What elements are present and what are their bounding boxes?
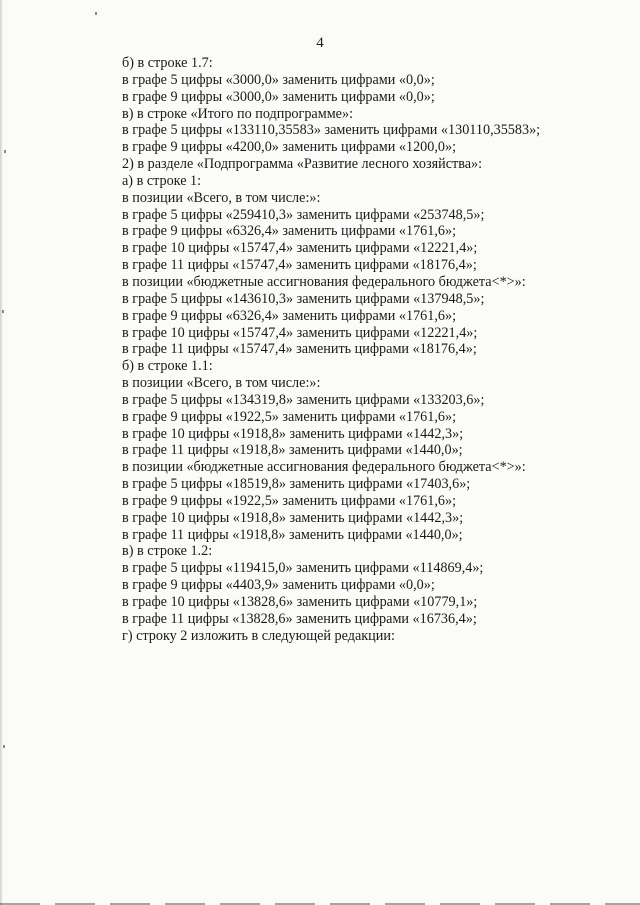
text-line: в графе 9 цифры «1922,5» заменить цифрами «1761,6»; bbox=[122, 492, 457, 509]
scan-mark bbox=[2, 310, 4, 313]
text-line: б) в строке 1.7: bbox=[122, 55, 213, 71]
text-line: а) в строке 1: bbox=[122, 172, 202, 189]
text-line: в графе 5 цифры «18519,8» заменить цифрами «17403,6»; bbox=[122, 476, 471, 493]
text-line: в графе 10 цифры «15747,4» заменить цифрами «12221,4»; bbox=[122, 324, 478, 341]
text-line: в графе 5 цифры «259410,3» заменить цифрами «253748,5»; bbox=[122, 206, 485, 223]
text-line: в графе 10 цифры «1918,8» заменить цифрами «1442,3»; bbox=[122, 509, 464, 526]
text-line: в графе 9 цифры «6326,4» заменить цифрами «1761,6»; bbox=[122, 307, 457, 324]
text-line: в графе 9 цифры «4200,0» заменить цифрами «1200,0»; bbox=[122, 139, 457, 156]
text-line: в) в строке «Итого по подпрограмме»: bbox=[122, 105, 354, 122]
text-line: в графе 11 цифры «1918,8» заменить цифрами «1440,0»; bbox=[122, 526, 463, 543]
text-line: в графе 10 цифры «15747,4» заменить цифрами «12221,4»; bbox=[122, 240, 478, 257]
text-line: в позиции «бюджетные ассигнования федерального бюджета<*>»: bbox=[122, 459, 526, 476]
text-line: в графе 5 цифры «143610,3» заменить цифрами «137948,5»; bbox=[122, 290, 485, 307]
text-line: в графе 10 цифры «1918,8» заменить цифрами «1442,3»; bbox=[122, 425, 464, 442]
text-line: в графе 9 цифры «6326,4» заменить цифрами «1761,6»; bbox=[122, 223, 457, 240]
text-line: в графе 5 цифры «134319,8» заменить цифрами «133203,6»; bbox=[122, 391, 485, 408]
text-line: в графе 11 цифры «15747,4» заменить цифрами «18176,4»; bbox=[122, 257, 477, 274]
scan-mark bbox=[95, 12, 97, 15]
text-line: в) в строке 1.2: bbox=[122, 543, 213, 560]
text-line: в графе 11 цифры «13828,6» заменить цифрами «16736,4»; bbox=[122, 610, 477, 627]
text-line: в графе 11 цифры «1918,8» заменить цифрами «1440,0»; bbox=[122, 442, 463, 459]
text-line: в позиции «бюджетные ассигнования федерального бюджета<*>»: bbox=[122, 273, 526, 290]
scan-mark bbox=[4, 150, 6, 153]
text-line: в графе 5 цифры «119415,0» заменить цифрами «114869,4»; bbox=[122, 560, 484, 577]
text-line: в графе 5 цифры «133110,35583» заменить цифрами «130110,35583»; bbox=[122, 122, 541, 139]
text-line: в графе 9 цифры «3000,0» заменить цифрами «0,0»; bbox=[122, 88, 435, 105]
scan-edge-left bbox=[0, 0, 3, 905]
text-line: 2) в разделе «Подпрограмма «Развитие лесного хозяйства»: bbox=[122, 156, 483, 173]
text-line: в позиции «Всего, в том числе:»: bbox=[122, 375, 321, 392]
text-line: в позиции «Всего, в том числе:»: bbox=[122, 189, 321, 206]
text-line: в графе 10 цифры «13828,6» заменить цифрами «10779,1»; bbox=[122, 594, 478, 610]
text-line: б) в строке 1.1: bbox=[122, 358, 213, 375]
text-line: в графе 11 цифры «15747,4» заменить цифрами «18176,4»; bbox=[122, 341, 477, 358]
text-line: в графе 5 цифры «3000,0» заменить цифрами «0,0»; bbox=[122, 71, 435, 88]
page-number: 4 bbox=[316, 35, 324, 51]
scan-mark bbox=[3, 745, 5, 748]
text-line: в графе 9 цифры «4403,9» заменить цифрами «0,0»; bbox=[122, 577, 435, 594]
text-line: в графе 9 цифры «1922,5» заменить цифрами «1761,6»; bbox=[122, 408, 457, 425]
document-body bbox=[122, 55, 592, 645]
text-line: г) строку 2 изложить в следующей редакции: bbox=[122, 627, 395, 644]
